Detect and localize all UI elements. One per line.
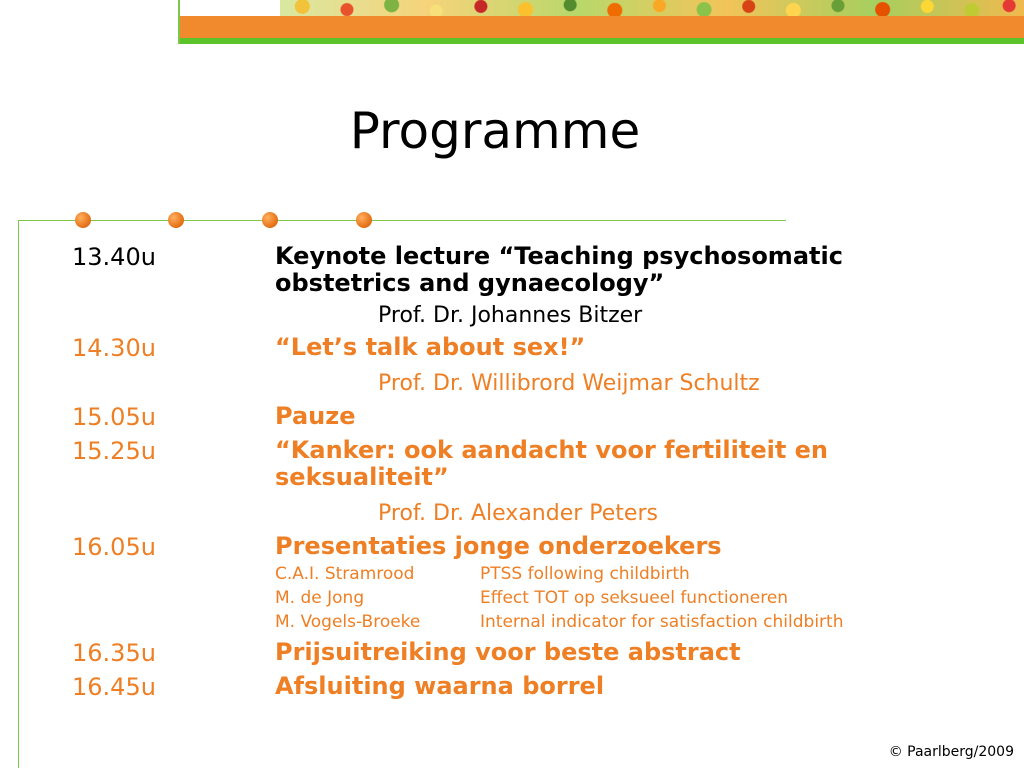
bullet-dot-4 [356,212,372,228]
item-event: Prijsuitreiking voor beste abstract [275,638,741,666]
title-underline [18,220,786,221]
presentation-topic: PTSS following childbirth [480,564,690,584]
item-event: “Kanker: ook aandacht voor fertiliteit en seksualiteit” [275,436,829,491]
bullet-dot-1 [75,212,91,228]
item-speaker: Prof. Dr. Alexander Peters [378,501,658,526]
item-time: 16.05u [72,533,156,561]
item-speaker: Prof. Dr. Johannes Bitzer [378,303,643,328]
flower-strip-image [280,0,1024,16]
banner-orange-band [180,16,1024,38]
item-time: 14.30u [72,334,156,362]
copyright-footer: © Paarlberg/2009 [888,744,1014,760]
presenter-name: M. Vogels-Broeke [275,612,421,632]
decorative-banner [180,0,1024,44]
item-event: Pauze [275,402,356,430]
item-time: 16.45u [72,673,156,701]
item-speaker: Prof. Dr. Willibrord Weijmar Schultz [378,371,760,396]
banner-green-band [180,38,1024,44]
left-border-line [18,220,19,768]
item-event: Presentaties jonge onderzoekers [275,532,722,560]
item-event: Afsluiting waarna borrel [275,672,605,700]
presenter-name: M. de Jong [275,588,365,608]
item-event: Keynote lecture “Teaching psychosomatic obstetrics and gynaecology” [275,242,843,297]
item-time: 13.40u [72,243,156,271]
item-time: 15.25u [72,437,156,465]
item-time: 16.35u [72,639,156,667]
bullet-dot-2 [168,212,184,228]
item-event: “Let’s talk about sex!” [275,333,586,361]
presentation-topic: Internal indicator for satisfaction childbirth [480,612,844,632]
presenter-name: C.A.I. Stramrood [275,564,415,584]
bullet-dot-3 [262,212,278,228]
banner-divider-line [178,0,180,44]
presentation-topic: Effect TOT op seksueel functioneren [480,588,789,608]
item-time: 15.05u [72,403,156,431]
page-title: Programme [349,102,641,160]
